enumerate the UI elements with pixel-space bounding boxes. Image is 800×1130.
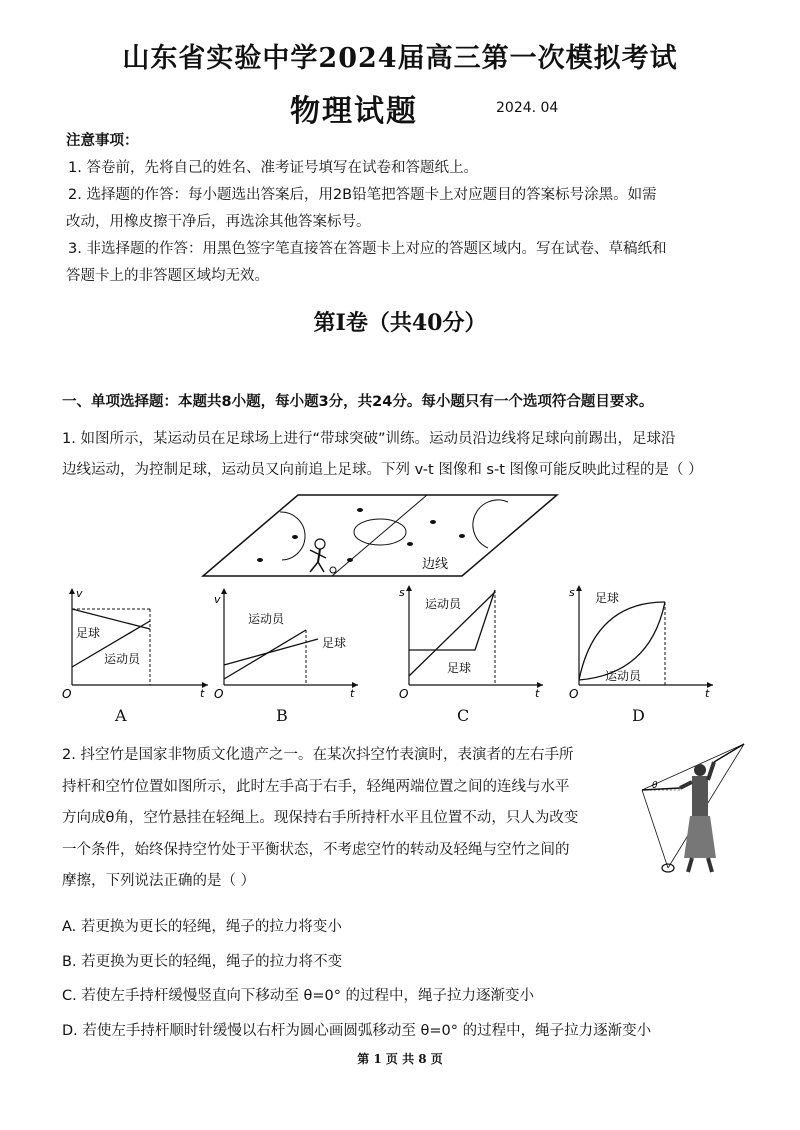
field-marker [292, 535, 298, 539]
y-axis-label: v [214, 593, 221, 606]
athlete-label: 运动员 [248, 612, 285, 626]
graph-b [210, 585, 360, 700]
field-marker [407, 542, 413, 546]
graph-caption: A [115, 706, 127, 725]
y-axis-label: s [399, 586, 405, 599]
notes-heading: 注意事项： [66, 133, 139, 149]
graph-caption: C [457, 706, 470, 725]
q2-line: 摩擦，下列说法正确的是（ ） [62, 873, 256, 889]
option-d: D. 若使左手持杆顺时针缓慢以右杆为圆心画圆弧移动至 θ=0° 的过程中，绳子拉力逐渐变小 [62, 1022, 652, 1039]
x-axis-label: t [350, 687, 355, 700]
diabolo-figure [640, 740, 755, 880]
q2-line: 持杆和空竹位置如图所示，此时左手高于右手，轻绳两端位置之间的连线与水平 [62, 778, 570, 795]
ball-label: 足球 [447, 661, 472, 675]
y-axis-arrow [221, 588, 227, 594]
origin-label: O [569, 687, 579, 700]
notes-block [66, 128, 756, 290]
notes-item: 改动，用橡皮擦干净后，再选涂其他答案标号。 [66, 214, 371, 230]
part-title: 一、单项选择题：本题共8小题，每小题3分，共24分。每小题只有一个选项符合题目要求。 [62, 394, 654, 410]
notes-item: 3. 非选择题的作答：用黑色签字笔直接答在答题卡上对应的答题区域内。写在试卷、草稿纸和 [68, 241, 667, 257]
y-axis-arrow [576, 585, 582, 591]
q1-line: 1. 如图所示，某运动员在足球场上进行“带球突破”训练。运动员沿边线将足球向前踢出，足球沿 [62, 431, 676, 447]
theta-label: θ [652, 781, 658, 791]
field-midline [332, 495, 427, 576]
q2-line: 方向成θ角，空竹悬挂在轻绳上。现保持右手所持杆水平且位置不动，只人为改变 [62, 810, 579, 826]
subject-title: 物理试题 [290, 94, 418, 129]
y-axis-label: s [569, 586, 575, 599]
soccer-field-figure [200, 492, 560, 582]
origin-label: O [62, 687, 72, 700]
graph-caption: B [276, 706, 288, 725]
athlete-figure [310, 539, 326, 572]
q2-options [62, 910, 762, 1048]
athlete-curve [224, 630, 306, 679]
y-axis-label: v [76, 587, 83, 600]
notes-item: 答题卡上的非答题区域均无效。 [66, 268, 269, 284]
y-axis-arrow [406, 585, 412, 591]
field-marker [357, 508, 363, 512]
graph-d [565, 582, 715, 700]
left-stick [714, 744, 744, 762]
field-marker [347, 558, 353, 562]
field-marker [257, 558, 263, 562]
option-a: A. 若更换为更长的轻绳，绳子的拉力将变小 [62, 919, 342, 935]
graph-caption: D [632, 706, 645, 725]
sideline-label: 边线 [422, 557, 449, 572]
origin-label: O [214, 687, 224, 700]
q2-line: 一个条件，始终保持空竹处于平衡状态，不考虑空竹的转动及轻绳与空竹之间的 [62, 841, 570, 858]
ball-label: 足球 [76, 626, 101, 640]
option-b: B. 若更换为更长的轻绳，绳子的拉力将不变 [62, 953, 343, 970]
x-axis-label: t [535, 687, 540, 700]
q2-line: 2. 抖空竹是国家非物质文化遗产之一。在某次抖空竹表演时，表演者的左右手所 [62, 747, 574, 763]
athlete-label: 运动员 [425, 597, 462, 611]
ball-figure [330, 567, 336, 573]
origin-label: O [399, 687, 409, 700]
option-c: C. 若使左手持杆缓慢竖直向下移动至 θ=0° 的过程中，绳子拉力逐渐变小 [62, 988, 535, 1004]
section-title: 第Ⅰ卷（共40分） [313, 310, 487, 336]
question-1 [62, 424, 752, 486]
y-axis-arrow [69, 588, 75, 594]
ball-label: 足球 [322, 636, 347, 650]
athlete-label: 运动员 [605, 669, 642, 683]
x-axis-label: t [705, 687, 710, 700]
athlete-label: 运动员 [104, 652, 141, 666]
question-2 [62, 740, 652, 898]
field-marker [430, 520, 436, 524]
string-line [642, 790, 668, 868]
center-circle [354, 519, 406, 545]
notes-item: 1. 答卷前，先将自己的姓名、准考证号填写在试卷和答题纸上。 [68, 160, 478, 176]
graph-c [395, 582, 545, 700]
ball-curve [224, 639, 318, 665]
notes-item: 2. 选择题的作答：每小题选出答案后，用2B铅笔把答题卡上对应题目的答案标号涂黑。如需 [68, 187, 657, 203]
x-axis-label: t [200, 687, 205, 700]
exam-title: 山东省实验中学2024届高三第一次模拟考试 [122, 43, 678, 74]
performer [680, 762, 716, 872]
exam-date: 2024. 04 [496, 100, 559, 116]
ball-label: 足球 [595, 591, 620, 605]
graph-a [60, 585, 210, 700]
page-footer: 第 1 页 共 8 页 [357, 1052, 443, 1066]
q1-line: 边线运动，为控制足球，运动员又向前追上足球。下列 v-t 图像和 s-t 图像可能反映此过程的是（ ） [62, 462, 703, 478]
field-marker [459, 534, 465, 538]
